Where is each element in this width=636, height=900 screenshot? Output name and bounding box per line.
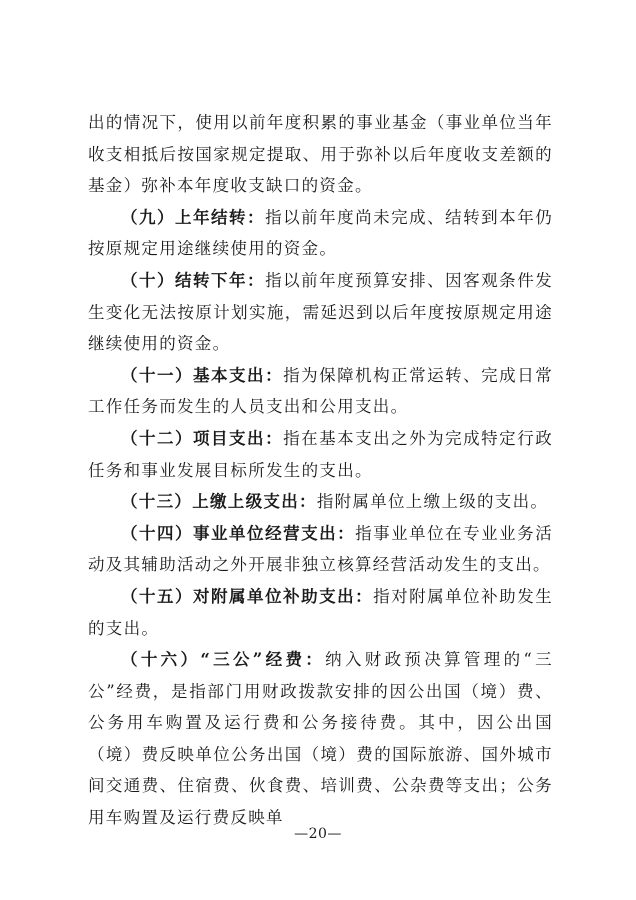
paragraph-term: （十四）事业单位经营支出：	[121, 523, 356, 543]
paragraph-term: （十）结转下年：	[121, 270, 266, 290]
paragraph-project-expenditure	[88, 423, 553, 486]
paragraph-basic-expenditure	[88, 360, 553, 423]
paragraph-term: （十二）项目支出：	[121, 428, 284, 448]
paragraph-text: 出的情况下，使用以前年度积累的事业基金（事业单位当年收支相抵后按国家规定提取、用于弥补以后年度收支差额的基金）弥补本年度收支缺口的资金。	[88, 113, 553, 196]
paragraph-remittance-to-superior	[88, 486, 553, 518]
paragraph-text: 纳入财政预决算管理的“三公”经费，是指部门用财政拨款安排的因公出国（境）费、公务用车购置及运行费和公务接待费。其中，因公出国（境）费反映单位公务出国（境）费的国际旅游、国外城市间交通费、住宿费、伙食费、培训费、公杂费等支出；公务用车购置及运行费反映单	[88, 650, 553, 828]
paragraph-three-public-expenses	[88, 644, 553, 834]
page-number: —20—	[294, 826, 342, 842]
paragraph-subsidy-to-affiliates	[88, 581, 553, 644]
document-body	[88, 107, 553, 834]
paragraph-text: 指附属单位上缴上级的支出。	[316, 492, 549, 512]
paragraph-text: 指事业单位在专业业务活动及其辅助活动之外开展非独立核算经营活动发生的支出。	[88, 523, 553, 575]
paragraph-term: （十六）“三公”经费：	[121, 650, 326, 670]
paragraph-term: （十五）对附属单位补助支出：	[121, 586, 374, 606]
paragraph-term: （十一）基本支出：	[121, 365, 284, 385]
paragraph-text: 指以前年度预算安排、因客观条件发生变化无法按原计划实施，需延迟到以后年度按原规定用途继续使用的资金。	[88, 270, 553, 354]
paragraph-text: 指以前年度尚未完成、结转到本年仍按原规定用途继续使用的资金。	[88, 207, 553, 259]
paragraph-term: （十三）上缴上级支出：	[121, 492, 317, 512]
paragraph-operating-expenditure	[88, 518, 553, 581]
paragraph-term: （九）上年结转：	[121, 207, 266, 227]
paragraph-text: 指对附属单位补助发生的支出。	[88, 586, 554, 638]
paragraph-continuation	[88, 107, 553, 202]
paragraph-text: 指在基本支出之外为完成特定行政任务和事业发展目标所发生的支出。	[88, 428, 553, 480]
paragraph-prior-year-carryover	[88, 202, 553, 265]
paragraph-next-year-carryover	[88, 265, 553, 360]
paragraph-text: 指为保障机构正常运转、完成日常工作任务而发生的人员支出和公用支出。	[88, 365, 553, 417]
